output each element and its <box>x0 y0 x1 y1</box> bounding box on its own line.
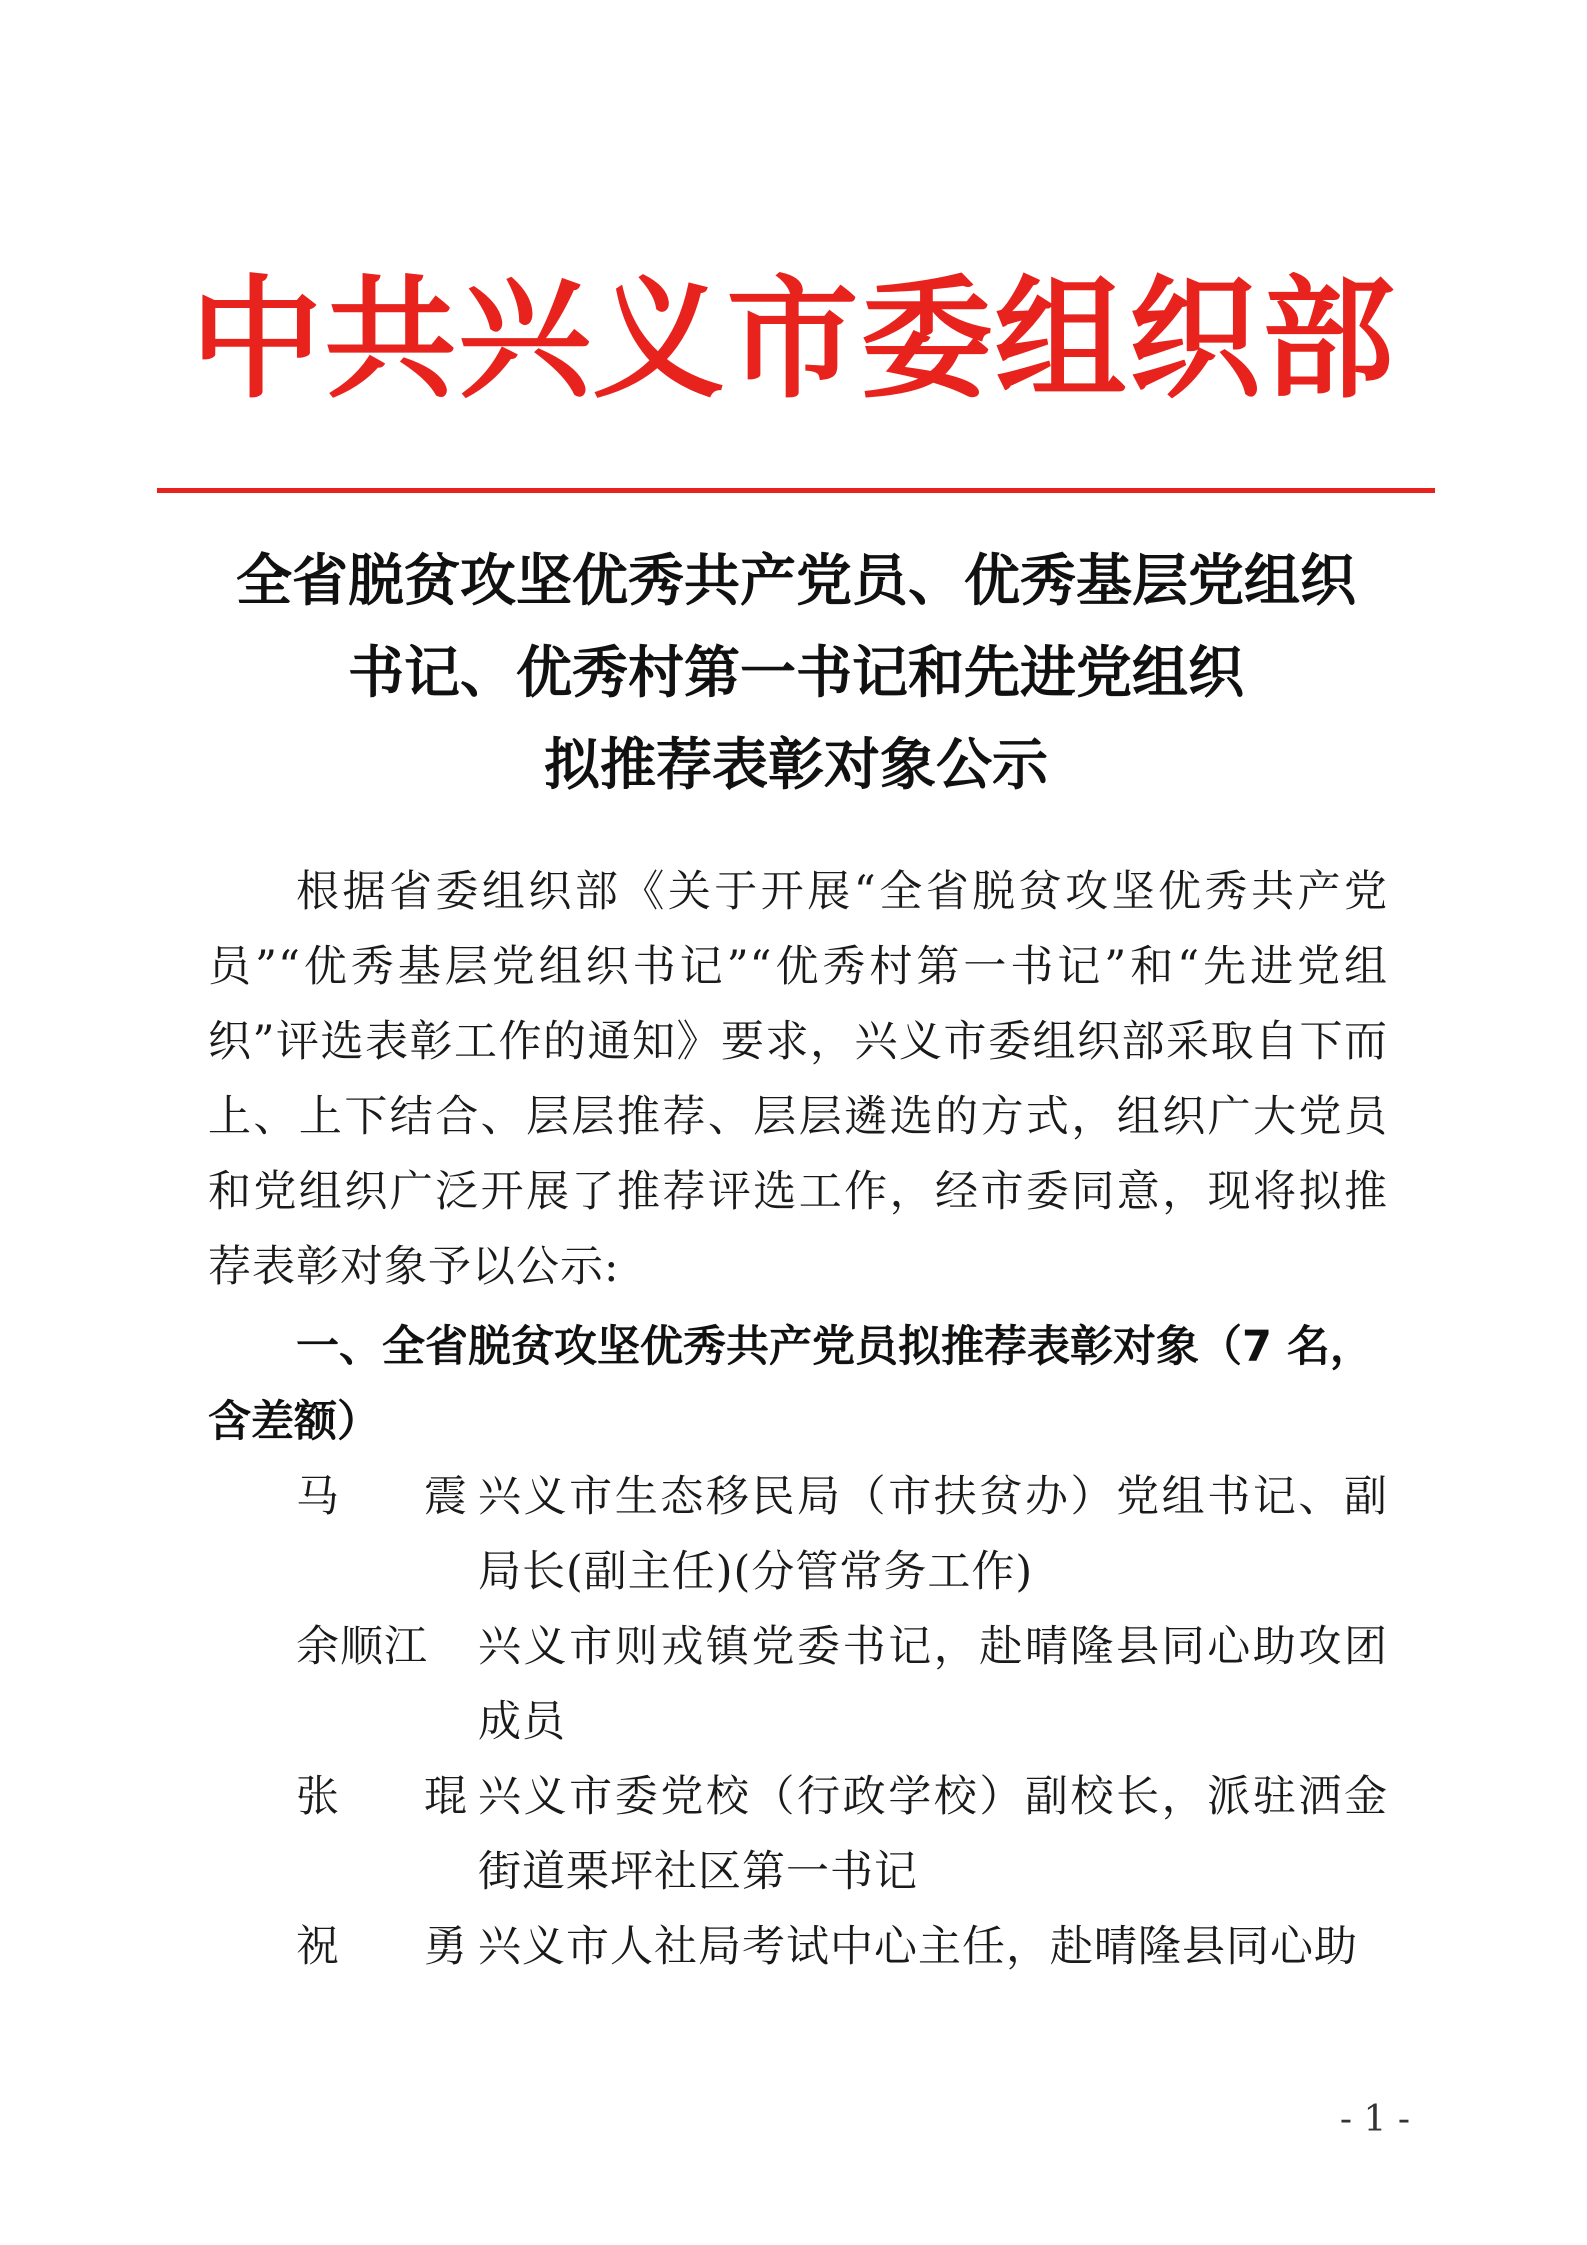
nominee-item <box>296 1460 1388 1610</box>
nominee-role: 兴义市委党校（行政学校）副校长，派驻洒金街道栗坪社区第一书记 <box>478 1772 1388 1897</box>
nominee-item <box>296 1910 1388 1985</box>
body-text <box>208 855 1388 1305</box>
nominee-name: 余顺江 <box>296 1622 428 1672</box>
section-1-heading: 一、全省脱贫攻坚优秀共产党员拟推荐表彰对象（7 名，含差额） <box>208 1322 1373 1447</box>
masthead-title: 中共兴义市委组织部 <box>190 263 1397 417</box>
nominee-role: 兴义市生态移民局（市扶贫办）党组书记、副局长(副主任)(分管常务工作) <box>478 1472 1388 1597</box>
nominee-name: 祝 勇 <box>296 1922 468 1972</box>
nominee-role: 兴义市人社局考试中心主任，赴晴隆县同心助 <box>478 1922 1358 1972</box>
nominee-role: 兴义市则戎镇党委书记，赴晴隆县同心助攻团成员 <box>478 1622 1388 1747</box>
nominee-list <box>296 1460 1388 1985</box>
document-title-line-1: 全省脱贫攻坚优秀共产党员、优秀基层党组织 <box>236 548 1356 614</box>
document-title <box>157 535 1435 811</box>
page-number: - 1 - <box>1339 2099 1410 2140</box>
intro-paragraph: 根据省委组织部《关于开展“全省脱贫攻坚优秀共产党员”“优秀基层党组织书记”“优秀村第一书记”和“先进党组织”评选表彰工作的通知》要求，兴义市委组织部采取自下而上、上下结合、层层推荐、层层遴选的方式，组织广大党员和党组织广泛开展了推荐评选工作，经市委同意，现将拟推荐表彰对象予以公示: <box>208 867 1388 1292</box>
nominee-item <box>296 1760 1388 1910</box>
masthead-red-rule <box>157 488 1435 493</box>
document-title-line-2: 书记、优秀村第一书记和先进党组织 <box>348 640 1244 706</box>
document-title-line-3: 拟推荐表彰对象公示 <box>544 732 1048 798</box>
nominee-item <box>296 1610 1388 1760</box>
nominee-name: 张 琨 <box>296 1772 468 1822</box>
nominee-name: 马 震 <box>296 1472 468 1522</box>
